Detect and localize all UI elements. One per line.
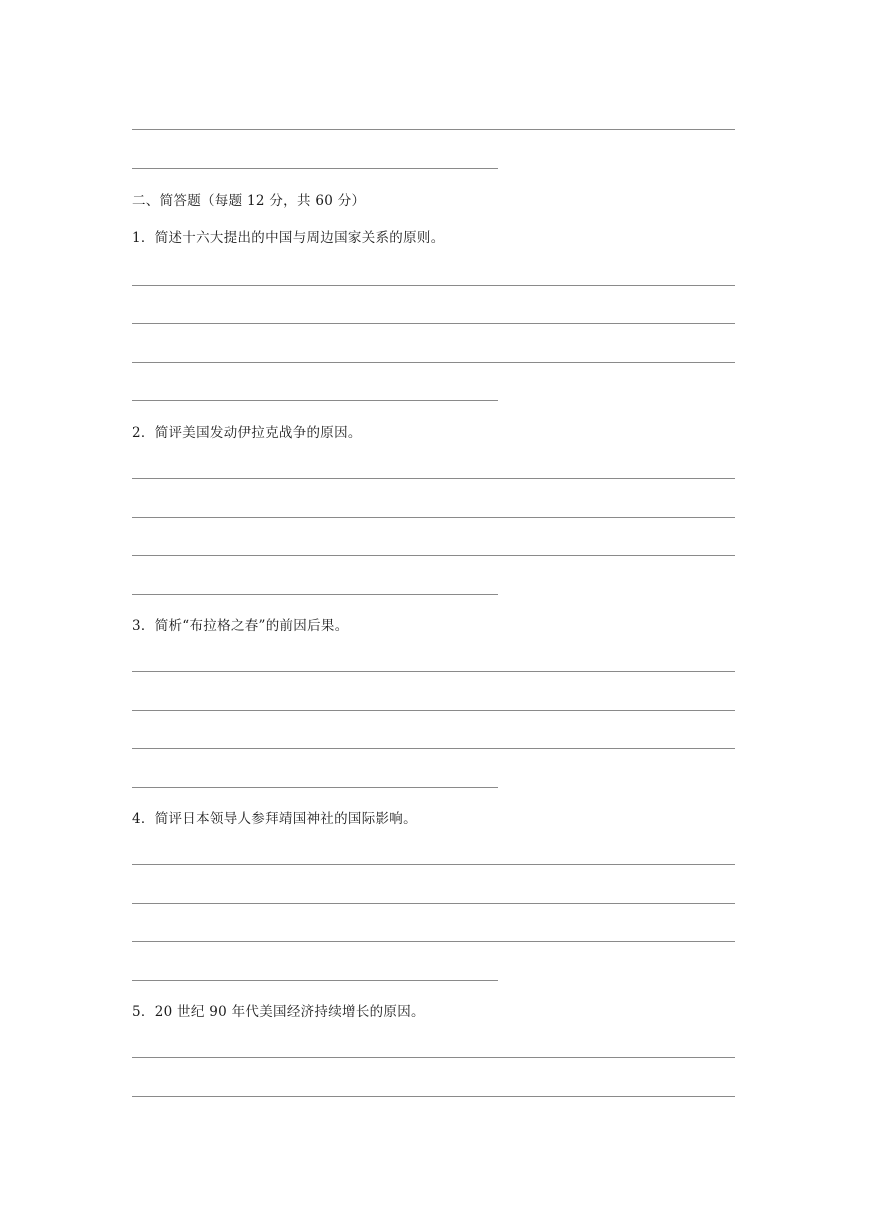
answer-line <box>132 980 498 981</box>
question-1: 1．简述十六大提出的中国与周边国家关系的原则。 <box>132 230 445 246</box>
answer-line <box>132 168 498 169</box>
answer-line <box>132 787 498 788</box>
answer-line <box>132 478 735 479</box>
question-2: 2．简评美国发动伊拉克战争的原因。 <box>132 425 362 441</box>
question-5: 5．20 世纪 90 年代美国经济持续增长的原因。 <box>132 1004 425 1020</box>
answer-line <box>132 903 735 904</box>
answer-line <box>132 323 735 324</box>
answer-line <box>132 710 735 711</box>
question-3: 3．简析“布拉格之春”的前因后果。 <box>132 618 349 634</box>
answer-line <box>132 285 735 286</box>
answer-line <box>132 129 735 130</box>
answer-line <box>132 400 498 401</box>
answer-line <box>132 1096 735 1097</box>
answer-line <box>132 671 735 672</box>
answer-line <box>132 1057 735 1058</box>
answer-line <box>132 594 498 595</box>
question-4: 4．简评日本领导人参拜靖国神社的国际影响。 <box>132 811 417 827</box>
answer-line <box>132 941 735 942</box>
answer-line <box>132 362 735 363</box>
answer-line <box>132 748 735 749</box>
section-heading: 二、简答题（每题 12 分，共 60 分） <box>132 193 366 209</box>
answer-line <box>132 555 735 556</box>
answer-line <box>132 864 735 865</box>
answer-line <box>132 517 735 518</box>
